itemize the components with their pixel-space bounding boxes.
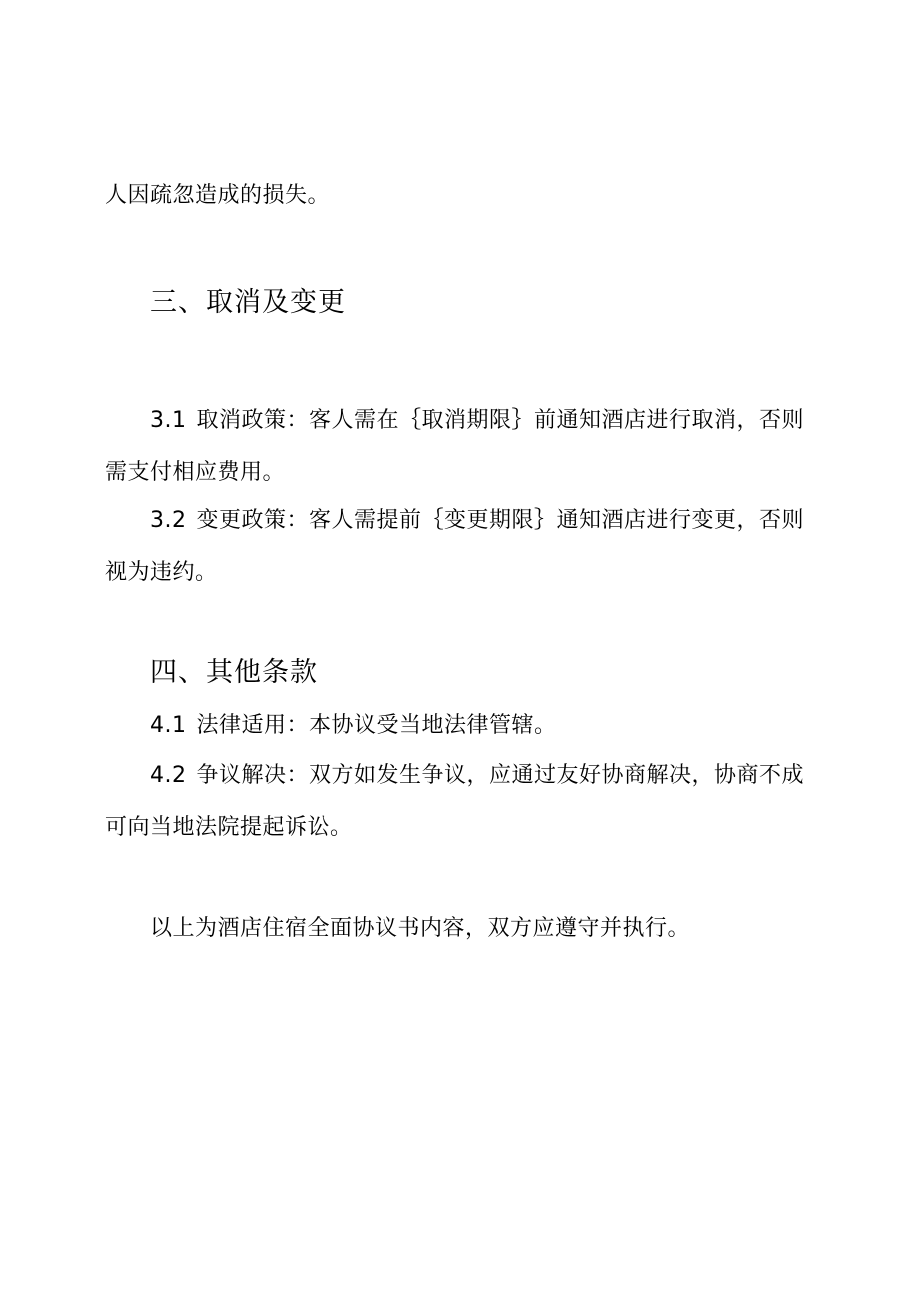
closing-text: 以上为酒店住宿全面协议书内容，双方应遵守并执行。 bbox=[150, 916, 691, 941]
continuation-paragraph bbox=[105, 170, 805, 222]
clause-text: 法律适用：本协议受当地法律管辖。 bbox=[196, 713, 557, 738]
continuation-text: 人因疏忽造成的损失。 bbox=[105, 183, 331, 208]
clause-3-1 bbox=[105, 395, 805, 499]
clause-text: 争议解决：双方如发生争议，应通过友好协商解决，协商不成可向当地法院提起诉讼。 bbox=[105, 763, 805, 840]
clause-3-2 bbox=[105, 495, 805, 599]
clause-number: 4.2 bbox=[150, 763, 187, 788]
section-3-heading: 三、取消及变更 bbox=[150, 287, 346, 318]
clause-text: 变更政策：客人需提前｛变更期限｝通知酒店进行变更，否则视为违约。 bbox=[105, 508, 805, 585]
clause-number: 3.2 bbox=[150, 508, 187, 533]
clause-4-1 bbox=[105, 700, 805, 752]
clause-text: 取消政策：客人需在｛取消期限｝前通知酒店进行取消，否则需支付相应费用。 bbox=[105, 408, 805, 485]
closing-paragraph bbox=[105, 903, 805, 955]
section-4-heading: 四、其他条款 bbox=[150, 657, 318, 688]
clause-number: 4.1 bbox=[150, 713, 187, 738]
clause-number: 3.1 bbox=[150, 408, 187, 433]
clause-4-2 bbox=[105, 750, 805, 854]
